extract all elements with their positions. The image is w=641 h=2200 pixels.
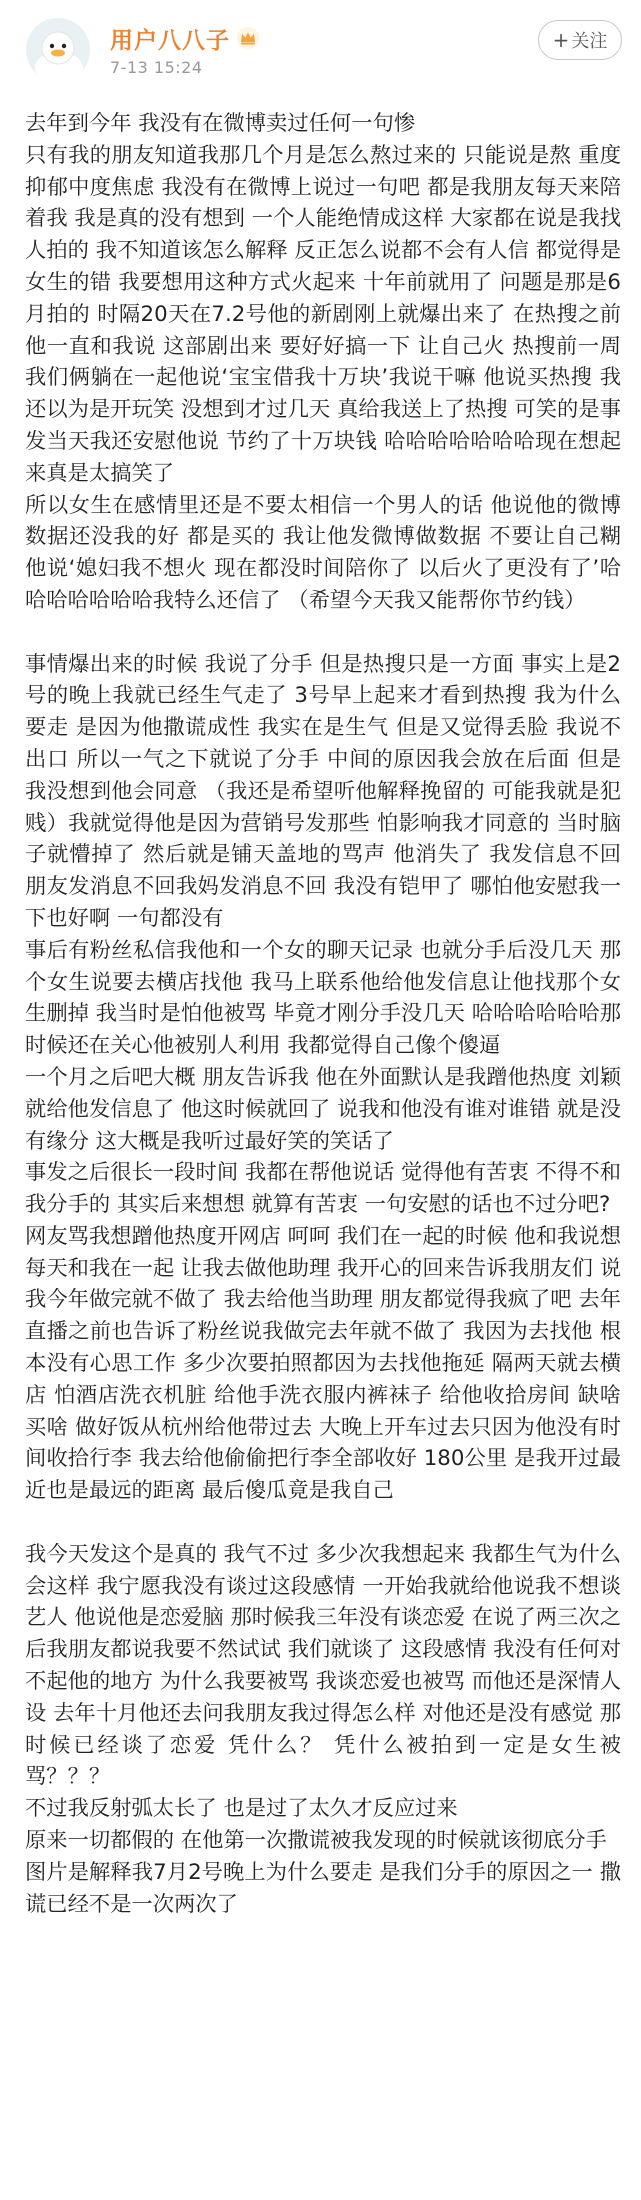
duck-avatar-icon [26, 18, 90, 82]
post-paragraph: 事后有粉丝私信我他和一个女的聊天记录 也就分手后没几天 那个女生说要去横店找他 我马上联系他给他发信息让他找那个女生删掉 我当时是怕他被骂 毕竟才刚分手没几天 哈哈哈哈哈哈那时候还在关心他被别人利用 我都觉得自己像个傻逼 [25, 937, 621, 1059]
post-content [25, 108, 628, 1920]
post-paragraph: 所以女生在感情里还是不要太相信一个男人的话 他说他的微博数据还没我的好 都是买的 我让他发微博做数据 不要让自己糊 他说‘媳妇我不想火 现在都没时间陪你了 以后火了更没有了’哈哈哈哈哈哈哈我特么还信了 （希望今天我又能帮你节约钱） [25, 492, 628, 613]
post-paragraph: 不过我反射弧太长了 也是过了太久才反应过来 [25, 1796, 458, 1822]
post-paragraph: 图片是解释我7月2号晚上为什么要走 是我们分手的原因之一 撒谎已经不是一次两次了 [25, 1859, 621, 1917]
post-paragraph: 网友骂我想蹭他热度开网店 呵呵 我们在一起的时候 他和我说想每天和我在一起 让我去做他助理 我开心的回来告诉我朋友们 说我今年做完就不做了 我去给他当助理 朋友都觉得我疯了吧 去年直播之前也告诉了粉丝说我做完去年就不做了 我因为去找他 根本没有心思工作 多少次要拍照都因为去找他拖延 隔两天就去横店 怕酒店洗衣机脏 给他手洗衣服内裤袜子 给他收拾房间 缺啥买啥 做好饭从杭州给他带过去 大晚上开车过去只因为他没有时间收拾行李 我去给他偷偷把行李全部收好 180公里 是我开过最近也是最远的距离 最后傻瓜竟是我自己 [25, 1223, 621, 1504]
username[interactable]: 用户八八子 [110, 27, 230, 54]
plus-icon: + [552, 28, 570, 52]
post-paragraph: 去年到今年 我没有在微博卖过任何一句惨 [25, 111, 416, 136]
post-paragraph: 只有我的朋友知道我那几个月是怎么熬过来的 只能说是熬 重度抑郁中度焦虑 我没有在微博上说过一句吧 都是我朋友每天来陪着我 我是真的没有想到 一个人能绝情成这样 大家都在说是我找人拍的 我不知道该怎么解释 反正怎么说都不会有人信 都觉得是女生的错 我要想用这种方式火起来 十年前就用了 问题是那是6月拍的 时隔20天在7.2号他的新剧刚上就爆出来了 在热搜之前他一直和我说 这部剧出来 要好好搞一下 让自己火 热搜前一周我们俩躺在一起他说‘宝宝借我十万块’我说干嘛 他说买热搜 我还以为是开玩笑 没想到才过几天 真给我送上了热搜 可笑的是事发当天我还安慰他说 节约了十万块钱 哈哈哈哈哈哈哈现在想起来真是太搞笑了 [25, 142, 621, 486]
crown-badge-icon [236, 26, 260, 50]
post-paragraph: 一个月之后吧大概 朋友告诉我 他在外面默认是我蹭他热度 刘颖就给他发信息了 他这时候就回了 说我和他没有谁对谁错 就是没有缘分 这大概是我听过最好笑的笑话了 [25, 1064, 621, 1154]
post-timestamp: 7-13 15:24 [110, 58, 203, 77]
post-paragraph: 我今天发这个是真的 我气不过 多少次我想起来 我都生气为什么会这样 我宁愿我没有谈过这段感情 一开始我就给他说我不想谈艺人 他说他是恋爱脑 那时候我三年没有谈恋爱 在说了两三次之后我朋友都说我要不然试试 我们就谈了 这段感情 我没有任何对不起他的地方 为什么我要被骂 我谈恋爱也被骂 而他还是深情人设 去年十月他还去问我朋友我过得怎么样 对他还是没有感觉 那时候已经谈了恋爱 凭什么？ 凭什么被拍到一定是女生被骂？？？ [25, 1541, 621, 1790]
avatar[interactable] [26, 18, 90, 82]
post-paragraph: 原来一切都假的 在他第一次撒谎被我发现的时候就该彻底分手 [25, 1828, 607, 1854]
follow-button[interactable] [538, 20, 622, 60]
post-header [0, 0, 641, 100]
post-paragraph: 事发之后很长一段时间 我都在帮他说话 觉得他有苦衷 不得不和我分手的 其实后来想想 就算有苦衷 一句安慰的话也不过分吧? [25, 1160, 621, 1218]
username-row [110, 20, 260, 56]
post-paragraph: 事情爆出来的时候 我说了分手 但是热搜只是一方面 事实上是2号的晚上我就已经生气走了 3号早上起来才看到热搜 我为什么要走 是因为他撒谎成性 我实在是生气 但是又觉得丢脸 我说不出口 所以一气之下就说了分手 中间的原因我会放在后面 但是 我没想到他会同意 （我还是希望听他解释挽留的 可能我就是犯贱）我就觉得他是因为营销号发那些 怕影响我才同意的 当时脑子就懵掉了 然后就是铺天盖地的骂声 他消失了 我发信息不回 朋友发消息不回我妈发消息不回 我没有铠甲了 哪怕他安慰我一下也好啊 一句都没有 [25, 651, 628, 931]
follow-label: 关注 [571, 31, 608, 52]
